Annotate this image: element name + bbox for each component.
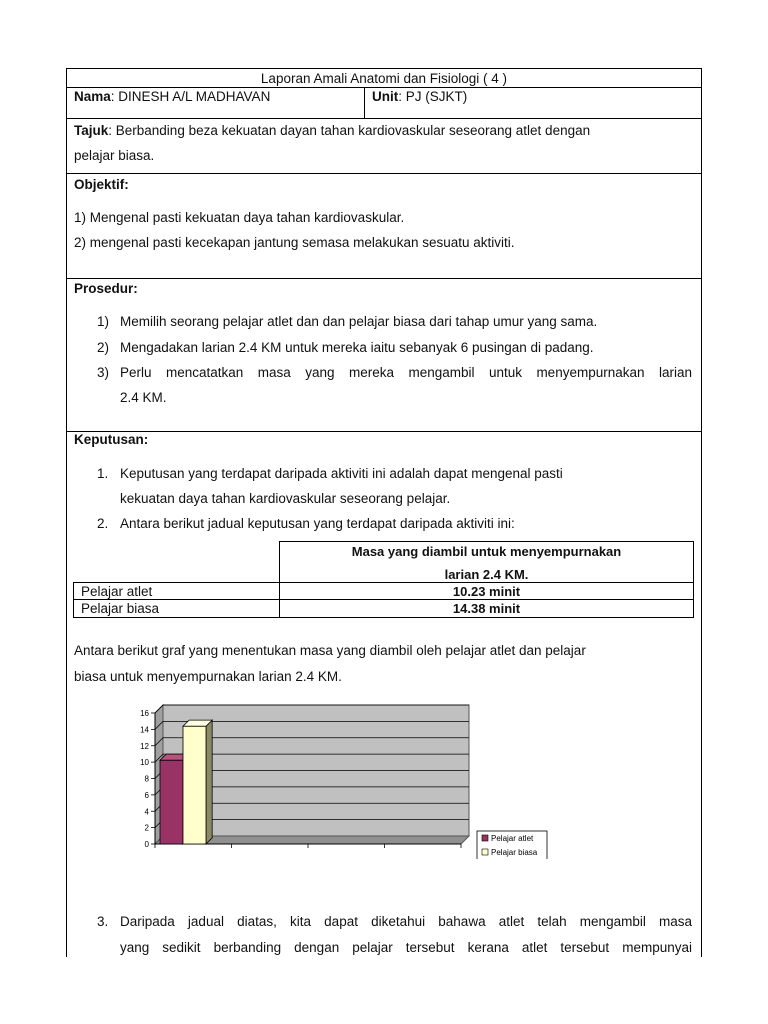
table-row-value: 10.23 minit <box>452 584 521 599</box>
prosedur-item: Memilih seorang pelajar atlet dan dan pelajar biasa dari tahap umur yang sama. <box>120 314 598 329</box>
y-tick-label: 0 <box>144 840 149 849</box>
chart-bar <box>160 760 183 844</box>
unit-label: Unit <box>372 89 399 104</box>
table-row-label: Pelajar biasa <box>81 601 160 616</box>
objektif-item: 1) Mengenal pasti kekuatan daya tahan kardiovaskular. <box>74 210 405 225</box>
list-number: 1) <box>97 314 110 329</box>
nama-label: Nama <box>74 89 111 104</box>
y-tick-label: 2 <box>144 823 149 833</box>
list-number: 2) <box>97 340 110 355</box>
list-number: 3) <box>97 365 110 380</box>
legend-label: Pelajar biasa <box>491 848 538 857</box>
table-row-value: 14.38 minit <box>452 601 521 616</box>
objektif-heading: Objektif: <box>74 177 129 192</box>
objektif-item: 2) mengenal pasti kecekapan jantung semasa melakukan sesuatu aktiviti. <box>74 235 515 250</box>
prosedur-item: Mengadakan larian 2.4 KM untuk mereka iaitu sebanyak 6 pusingan di padang. <box>120 340 594 355</box>
list-number: 2. <box>97 516 109 531</box>
y-tick-label: 6 <box>144 790 149 800</box>
table-row-value-cell <box>279 599 694 618</box>
report-title: Laporan Amali Anatomi dan Fisiologi ( 4 ) <box>260 71 508 86</box>
chart-bar-side <box>206 720 212 844</box>
graph-intro-line-1: Antara berikut graf yang menentukan masa yang diambil oleh pelajar atlet dan pelajar <box>74 643 586 658</box>
chart-bar <box>183 726 206 844</box>
table-header-line-1: Masa yang diambil untuk menyempurnakan <box>351 544 622 559</box>
keputusan-item-cont: kekuatan daya tahan kardiovaskular seseorang pelajar. <box>120 491 451 506</box>
bar-chart <box>115 699 635 859</box>
divider <box>67 431 701 432</box>
table-header-cell <box>279 541 694 583</box>
divider <box>67 87 701 88</box>
prosedur-item: Perlu mencatatkan masa yang mereka mengambil untuk menyempurnakan larian <box>120 365 692 380</box>
table-header-line-2: larian 2.4 KM. <box>444 567 529 582</box>
unit-field <box>372 90 467 104</box>
keputusan-item: Daripada jadual diatas, kita dapat diketahui bahawa atlet telah mengambil masa <box>120 914 692 929</box>
y-tick-label: 16 <box>140 709 149 718</box>
nama-value: : DINESH A/L MADHAVAN <box>110 89 271 104</box>
divider <box>67 278 701 279</box>
keputusan-heading: Keputusan: <box>74 432 149 447</box>
tajuk-label: Tajuk <box>74 123 109 138</box>
y-tick-label: 14 <box>140 725 149 735</box>
table-row-label: Pelajar atlet <box>81 584 153 599</box>
y-tick-label: 10 <box>140 758 149 768</box>
prosedur-item-cont: 2.4 KM. <box>120 390 167 405</box>
table-row-value-cell <box>279 582 694 600</box>
list-number: 1. <box>97 466 109 481</box>
keputusan-item: Keputusan yang terdapat daripada aktiviti ini adalah dapat mengenal pasti <box>120 466 563 481</box>
tajuk-text: : Berbanding beza kekuatan dayan tahan kardiovaskular seseorang atlet dengan <box>108 123 591 138</box>
y-tick-label: 8 <box>144 774 149 784</box>
divider <box>67 173 701 174</box>
divider <box>364 87 365 118</box>
tajuk-line-2: pelajar biasa. <box>74 148 155 163</box>
prosedur-heading: Prosedur: <box>74 281 138 296</box>
keputusan-item-cont: yang sedikit berbanding dengan pelajar tersebut kerana atlet tersebut mempunyai <box>120 940 692 955</box>
y-tick-label: 12 <box>140 741 149 751</box>
divider <box>67 118 701 119</box>
unit-value: : PJ (SJKT) <box>398 89 468 104</box>
y-tick-label: 4 <box>144 807 149 817</box>
legend-swatch <box>482 835 488 841</box>
legend-swatch <box>482 849 488 855</box>
table-row-label-cell <box>73 582 280 600</box>
table-row-label-cell <box>73 599 280 618</box>
tajuk-line-1 <box>74 124 590 138</box>
report-frame <box>66 68 702 957</box>
graph-intro-line-2: biasa untuk menyempurnakan larian 2.4 KM. <box>74 669 342 684</box>
legend-label: Pelajar atlet <box>491 834 534 843</box>
keputusan-item: Antara berikut jadual keputusan yang terdapat daripada aktiviti ini: <box>120 516 515 531</box>
nama-field <box>74 90 270 104</box>
list-number: 3. <box>97 914 109 929</box>
